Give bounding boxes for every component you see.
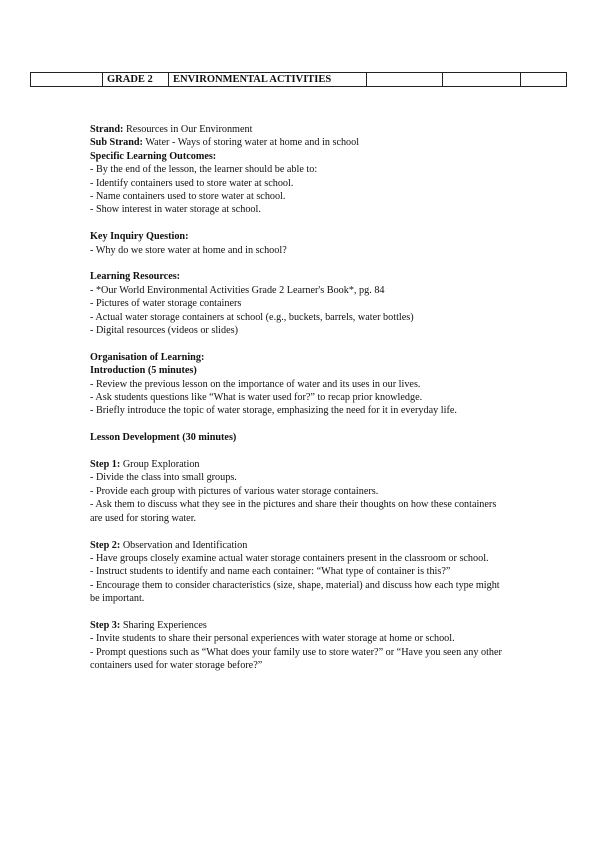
lesson-plan-body [90,123,510,673]
header-cell-empty [31,73,103,87]
resource-item: - *Our World Environmental Activities Grade 2 Learner's Book*, pg. 84 [90,284,385,296]
subject-cell: ENVIRONMENTAL ACTIVITIES [169,73,367,87]
organisation-heading: Organisation of Learning: [90,351,205,363]
outcome-item: - By the end of the lesson, the learner should be able to: [90,164,318,176]
sub-strand-label: Sub Strand: [90,137,143,149]
step3-item: - Prompt questions such as “What does your family use to store water?” or “Have you seen any other containers used for water storage before?” [90,646,502,672]
step1-item: - Divide the class into small groups. [90,472,237,484]
sub-strand-value: Water - Ways of storing water at home and in school [145,137,360,149]
step3-label: Step 3: [90,619,121,631]
resource-item: - Digital resources (videos or slides) [90,325,238,337]
outcome-item: - Identify containers used to store water at school. [90,177,294,189]
inquiry-heading: Key Inquiry Question: [90,231,189,243]
step2-label: Step 2: [90,539,121,551]
header-cell-empty [367,73,443,87]
header-table [30,72,567,87]
step3-line [90,619,510,632]
step2-line [90,539,510,552]
strand-value: Resources in Our Environment [125,124,253,135]
introduction-heading: Introduction (5 minutes) [90,365,197,377]
inquiry-item: - Why do we store water at home and in school? [90,244,287,256]
sub-strand-line [90,136,510,149]
development-heading: Lesson Development (30 minutes) [90,432,237,444]
step2-title: Observation and Identification [122,539,248,551]
outcomes-heading: Specific Learning Outcomes: [90,150,217,162]
header-cell-empty [521,73,567,87]
strand-label: Strand: [90,124,124,135]
resource-item: - Pictures of water storage containers [90,298,242,310]
step1-label: Step 1: [90,459,121,471]
resource-item: - Actual water storage containers at school (e.g., buckets, barrels, water bottles) [90,311,414,323]
header-cell-empty [443,73,521,87]
strand-line [90,123,510,136]
step1-item: - Provide each group with pictures of various water storage containers. [90,485,379,497]
step1-item: - Ask them to discuss what they see in the pictures and share their thoughts on how these containers are used for storing water. [90,499,497,524]
header-row [31,73,567,87]
step2-item: - Encourage them to consider characteristics (size, shape, material) and discuss how each type might be important. [90,579,500,605]
step1-line [90,458,510,471]
step2-item: - Instruct students to identify and name each container: “What type of container is this?” [90,566,451,578]
introduction-item: - Ask students questions like “What is water used for?” to recap prior knowledge. [90,392,423,404]
introduction-item: - Review the previous lesson on the importance of water and its uses in our lives. [90,378,421,390]
outcome-item: - Show interest in water storage at school. [90,204,261,216]
step2-item: - Have groups closely examine actual water storage containers present in the classroom or school. [90,552,489,564]
step3-title: Sharing Experiences [122,619,207,631]
step3-item: - Invite students to share their personal experiences with water storage at home or school. [90,633,455,645]
outcome-item: - Name containers used to store water at school. [90,191,286,203]
grade-cell: GRADE 2 [103,73,169,87]
introduction-item: - Briefly introduce the topic of water storage, emphasizing the need for it in everyday life. [90,405,457,417]
resources-heading: Learning Resources: [90,271,181,283]
step1-title: Group Exploration [122,459,200,471]
